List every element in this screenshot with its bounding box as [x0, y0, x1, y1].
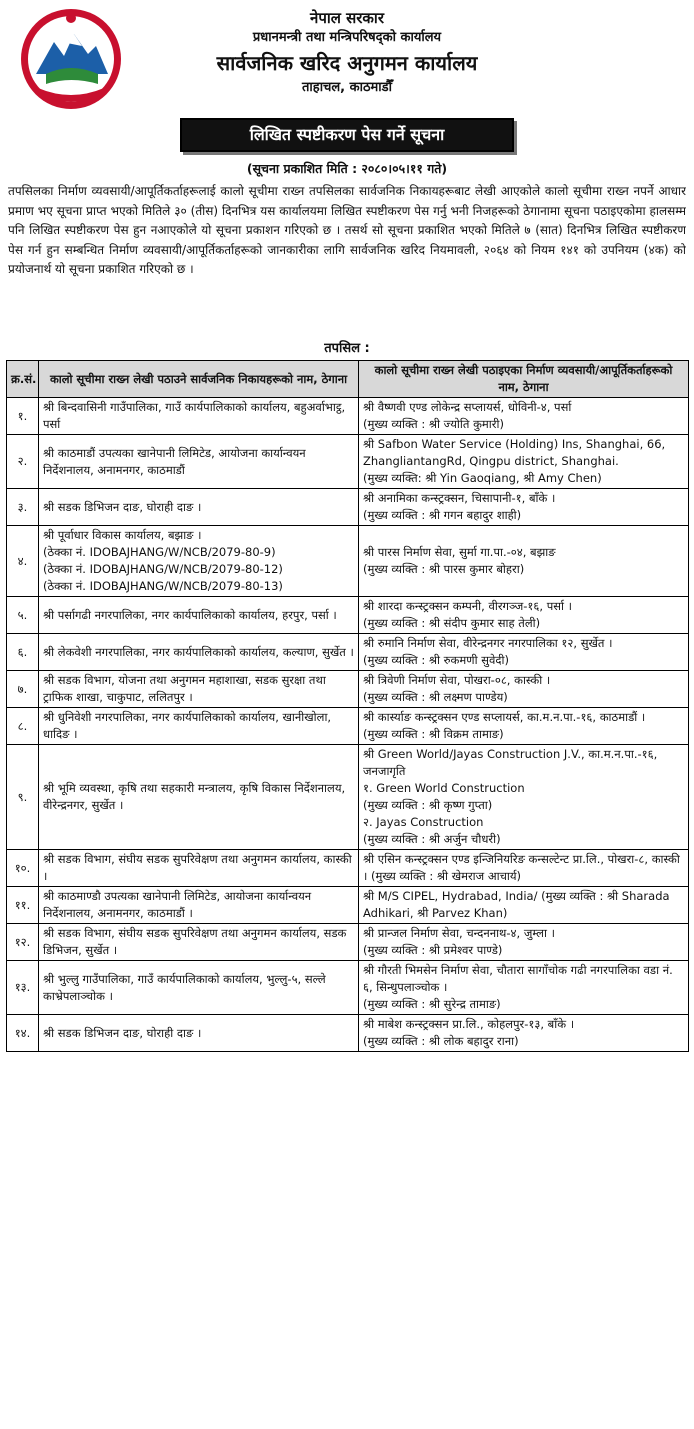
row-vendor-line: (मुख्य व्यक्ति : श्री पारस कुमार बोहरा) [363, 562, 525, 576]
row-public-body [39, 924, 359, 961]
row-vendor [359, 745, 689, 850]
row-vendor-line: श्री माबेश कन्स्ट्रक्सन प्रा.लि., कोहलपुर-१३, बाँके । [363, 1017, 575, 1031]
row-public-body [39, 435, 359, 489]
row-vendor-line: (मुख्य व्यक्ति : श्री रुकमणी सुवेदी) [363, 653, 509, 667]
header-sn: क्र.सं. [7, 361, 39, 398]
row-public-body-line: श्री सडक डिभिजन दाङ, घोराही दाङ । [43, 1025, 202, 1040]
row-sn: ५. [7, 597, 39, 634]
row-vendor [359, 924, 689, 961]
row-public-body-line: (ठेक्का नं. IDOBAJHANG/W/NCB/2079-80-13) [43, 579, 283, 593]
row-public-body [39, 526, 359, 597]
row-public-body-line: श्री काठमाण्डौ उपत्यका खानेपानी लिमिटेड, आयोजना कार्यान्वयन निर्देशनालय, अनामनगर, काठमाडौं । [43, 889, 312, 920]
row-public-body [39, 708, 359, 745]
row-public-body-line: श्री सडक विभाग, योजना तथा अनुगमन महाशाखा, सडक सुरक्षा तथा ट्राफिक शाखा, चाकुपाट, ललितपुर । [43, 673, 326, 704]
row-vendor [359, 398, 689, 435]
row-vendor [359, 489, 689, 526]
header-body: कालो सूचीमा राख्न लेखी पठाउने सार्वजनिक निकायहरूको नाम, ठेगाना [39, 361, 359, 398]
row-vendor-line: श्री Green World/Jayas Construction J.V., का.म.न.पा.-१६, जनजागृति [363, 747, 658, 778]
table-row [7, 489, 689, 526]
publish-date: (सूचना प्रकाशित मिति : २०८०।०५।११ गते) [246, 161, 448, 176]
row-vendor [359, 671, 689, 708]
table-row [7, 526, 689, 597]
row-sn: १. [7, 398, 39, 435]
header-line-2: प्रधानमन्त्री तथा मन्त्रिपरिषद्‌को कार्यालय [252, 30, 442, 45]
row-vendor-line: (मुख्य व्यक्ति : श्री संदीप कुमार साह तेली) [363, 616, 541, 630]
row-public-body-line: श्री धुनिवेशी नगरपालिका, नगर कार्यपालिकाको कार्यालय, खानीखोला, धादिङ । [43, 710, 332, 741]
row-public-body-line: श्री पर्सागढी नगरपालिका, नगर कार्यपालिकाको कार्यालय, हरपुर, पर्सा । [43, 607, 337, 622]
row-vendor [359, 526, 689, 597]
row-vendor-line: (मुख्य व्यक्ति : श्री अर्जुन चौधरी) [363, 832, 501, 846]
table-row [7, 708, 689, 745]
row-vendor [359, 961, 689, 1015]
row-public-body-line: श्री भूमि व्यवस्था, कृषि तथा सहकारी मन्त्रालय, कृषि विकास निर्देशनालय, वीरेन्द्रनगर, सुर्खेत । [43, 781, 346, 812]
row-vendor-line: (मुख्य व्यक्ति : श्री ज्योति कुमारी) [363, 417, 504, 431]
row-vendor-line: श्री Safbon Water Service (Holding) Ins, Shanghai, 66, ZhangliantangRd, Qingpu district, Shanghai. [363, 437, 666, 468]
header-vendor: कालो सूचीमा राख्न लेखी पठाइएका निर्माण व्यवसायी/आपूर्तिकर्ताहरूको नाम, ठेगाना [359, 361, 689, 398]
row-vendor [359, 850, 689, 887]
office-name: सार्वजनिक खरिद अनुगमन कार्यालय [216, 51, 478, 75]
row-sn: १३. [7, 961, 39, 1015]
row-vendor [359, 708, 689, 745]
row-vendor-line: २. Jayas Construction [363, 815, 484, 829]
table-row [7, 850, 689, 887]
table-row [7, 924, 689, 961]
row-vendor-line: (मुख्य व्यक्ति : श्री कृष्ण गुप्ता) [363, 798, 493, 812]
row-vendor-line: श्री गौरती भिमसेन निर्माण सेवा, चौतारा सागाँचोक गढी नगरपालिका वडा नं. ६, सिन्धुपलाञ्चोक । [363, 963, 673, 994]
row-public-body-line: श्री लेकवेशी नगरपालिका, नगर कार्यपालिकाको कार्यालय, कल्याण, सुर्खेत । [43, 644, 354, 659]
row-public-body [39, 398, 359, 435]
row-public-body [39, 887, 359, 924]
table-header-row [7, 361, 689, 398]
vendor-table [6, 360, 689, 1052]
row-public-body-line: श्री सडक डिभिजन दाङ, घोराही दाङ । [43, 499, 202, 514]
row-public-body-line: श्री भुल्लु गाउँपालिका, गाउँ कार्यपालिकाको कार्यालय, भुल्लु-५, सल्ले काभ्रेपलाञ्चोक । [43, 971, 326, 1003]
row-vendor [359, 887, 689, 924]
row-sn: ९. [7, 745, 39, 850]
row-public-body-line: श्री काठमाडौं उपत्यका खानेपानी लिमिटेड, आयोजना कार्यान्वयन निर्देशनालय, अनामनगर, काठमाडौं [43, 445, 306, 477]
row-public-body [39, 634, 359, 671]
row-sn: ८. [7, 708, 39, 745]
row-sn: २. [7, 435, 39, 489]
tapasil-label: तपसिल : [324, 341, 370, 356]
row-sn: ११. [7, 887, 39, 924]
row-vendor [359, 597, 689, 634]
row-vendor-line: श्री प्रान्जल निर्माण सेवा, चन्दननाथ-४, जुम्ला । [363, 926, 555, 940]
row-public-body-line: (ठेक्का नं. IDOBAJHANG/W/NCB/2079-80-9) [43, 545, 276, 559]
header-line-1: नेपाल सरकार [310, 9, 384, 27]
row-vendor-line: (मुख्य व्यक्ति : श्री प्रमेश्वर पाण्डे) [363, 943, 503, 957]
table-row [7, 597, 689, 634]
row-public-body-line: श्री बिन्दवासिनी गाउँपालिका, गाउँ कार्यपालिकाको कार्यालय, बहुअर्वाभाट्ठ, पर्सा [43, 400, 346, 431]
row-public-body-line: (ठेक्का नं. IDOBAJHANG/W/NCB/2079-80-12) [43, 562, 283, 576]
row-vendor-line: (मुख्य व्यक्ति : श्री सुरेन्द्र तामाङ) [363, 997, 501, 1011]
row-vendor [359, 435, 689, 489]
row-vendor-line: श्री रुमानि निर्माण सेवा, वीरेन्द्रनगर नगरपालिका १२, सुर्खेत । [363, 636, 613, 650]
row-vendor-line: श्री त्रिवेणी निर्माण सेवा, पोखरा-०८, कास्की । [363, 673, 551, 687]
row-vendor-line: श्री एसिन कन्स्ट्रक्सन एण्ड इन्जिनियरिङ कन्सल्टेन्ट प्रा.लि., पोखरा-८, कास्की । (मुख्य व्यक्ति : श्री खेमराज आचार्य) [363, 852, 680, 883]
notice-header [6, 0, 688, 118]
nepal-emblem-icon [16, 4, 126, 114]
table-row [7, 887, 689, 924]
row-sn: १२. [7, 924, 39, 961]
row-vendor-line: श्री वैष्णवी एण्ड लोकेन्द्र सप्लायर्स, धोविनी-४, पर्सा [363, 400, 572, 414]
row-vendor-line: (मुख्य व्यक्ति: श्री Yin Gaoqiang, श्री Amy Chen) [363, 471, 602, 485]
row-vendor-line: (मुख्य व्यक्ति : श्री लोक बहादुर राना) [363, 1034, 519, 1048]
table-row [7, 435, 689, 489]
row-vendor [359, 1015, 689, 1052]
row-public-body [39, 597, 359, 634]
row-vendor-line: (मुख्य व्यक्ति : श्री विक्रम तामाङ) [363, 727, 504, 741]
row-sn: १४. [7, 1015, 39, 1052]
row-public-body-line: श्री सडक विभाग, संघीय सडक सुपरिवेक्षण तथा अनुगमन कार्यालय, कास्की । [43, 852, 352, 883]
table-row [7, 634, 689, 671]
row-public-body-line: श्री सडक विभाग, संघीय सडक सुपरिवेक्षण तथा अनुगमन कार्यालय, सडक डिभिजन, सुर्खेत । [43, 926, 347, 957]
table-row [7, 961, 689, 1015]
row-sn: ४. [7, 526, 39, 597]
row-vendor-line: (मुख्य व्यक्ति : श्री गगन बहादुर शाही) [363, 508, 522, 522]
row-public-body [39, 671, 359, 708]
row-sn: ६. [7, 634, 39, 671]
row-public-body [39, 1015, 359, 1052]
table-row [7, 1015, 689, 1052]
row-sn: १०. [7, 850, 39, 887]
row-vendor [359, 634, 689, 671]
row-public-body [39, 850, 359, 887]
row-sn: ७. [7, 671, 39, 708]
office-address: ताहाचल, काठमाडौँ [302, 80, 392, 95]
table-body [7, 398, 689, 1052]
row-sn: ३. [7, 489, 39, 526]
row-vendor-line: श्री M/S CIPEL, Hydrabad, India/ (मुख्य व्यक्ति : श्री Sharada Adhikari, श्री Parvez Khan) [363, 889, 670, 920]
row-vendor-line: श्री कार्स्याङ कन्स्ट्रक्सन एण्ड सप्लायर्स, का.म.न.पा.-१६, काठमाडौं । [363, 710, 646, 724]
row-vendor-line: श्री अनामिका कन्स्ट्रक्सन, चिसापानी-१, बाँके । [363, 491, 556, 505]
intro-paragraph: तपसिलका निर्माण व्यवसायी/आपूर्तिकर्ताहरूलाई कालो सूचीमा राख्न तपसिलका सार्वजनिक निकायहरूबाट लेखी आएकोले कालो सूचीमा राख्न नपर्ने आधार प्रमाण भए सूचना प्राप्त भएको मितिले ३० (तीस) दिनभित्र यस कार्यालयमा लिखित स्पष्टीकरण पेस गर्नु भनी निजहरूको ठेगानामा सूचना पठाइएकोमा हालसम्म पनि लिखित स्पष्टीकरण पेस हुन नआएकोले यो सूचना प्रकाशन गरिएको छ । तसर्थ सो सूचना प्रकाशित भएको मितिले ७ (सात) दिनभित्र लिखित स्पष्टीकरण पेस गर्न हुन सम्बन्धित निर्माण व्यवसायी/आपूर्तिकर्ताहरूको जानकारीका लागि सार्वजनिक खरिद नियमावली, २०६४ को नियम १४१ को उपनियम (४क) को प्रयोजनार्थ यो सूचना प्रकाशित गरिएको छ । [8, 184, 686, 276]
row-vendor-line: श्री पारस निर्माण सेवा, सुर्मा गा.पा.-०४, बझाङ [363, 545, 556, 559]
row-public-body [39, 745, 359, 850]
table-row [7, 398, 689, 435]
row-vendor-line: (मुख्य व्यक्ति : श्री लक्ष्मण पाण्डेय) [363, 690, 508, 704]
row-vendor-line: १. Green World Construction [363, 781, 525, 795]
notice-title: लिखित स्पष्टीकरण पेस गर्ने सूचना [180, 118, 514, 152]
row-public-body-line: श्री पूर्वाधार विकास कार्यालय, बझाङ । [43, 528, 202, 542]
table-row [7, 671, 689, 708]
table-row [7, 745, 689, 850]
row-public-body [39, 489, 359, 526]
row-vendor-line: श्री शारदा कन्स्ट्रक्सन कम्पनी, वीरगञ्ज-१६, पर्सा । [363, 599, 572, 613]
row-public-body [39, 961, 359, 1015]
